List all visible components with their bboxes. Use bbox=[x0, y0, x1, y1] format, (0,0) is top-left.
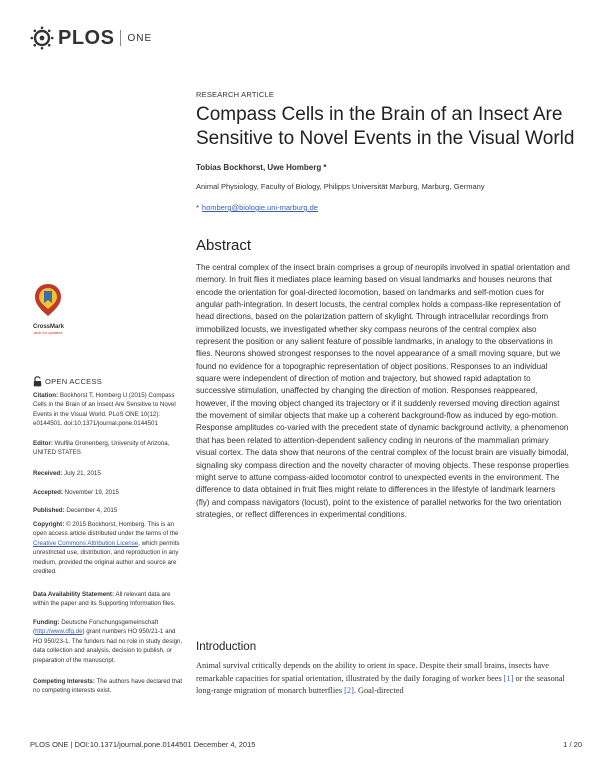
published-date: December 4, 2015 bbox=[66, 507, 118, 514]
email-marker: * bbox=[196, 203, 199, 212]
editor-block bbox=[33, 439, 183, 458]
citation-block bbox=[33, 391, 183, 429]
crossmark-sublabel: click for updates bbox=[33, 330, 63, 335]
article-title: Compass Cells in the Brain of an Insect Are Sensitive to Novel Events in the Visual World bbox=[196, 104, 575, 149]
published-label: Published: bbox=[33, 507, 65, 514]
abstract-text: The central complex of the insect brain comprises a group of neuropils involved in spatial orientation and memory. In fruit flies it mediates place learning based on visual landmarks and houses neurons that encode the orientation for goal-directed locomotion, based on landmarks and self-motion cues for angular path-integration. In desert locusts, the central complex holds a compass-like representation of head directions, based on the polarization pattern of skylight. Through intracellular recordings from immobilized locusts, we investigated whether sky compass neurons of the central complex also represent the position or any salient feature of possible landmarks, in analogy to the observations in flies. Neurons showed strongest responses to the novel appearance of a small moving square, but we found no evidence for a topographic representation of object positions. Responses to an individual square were independent of direction of motion and trajectory, but showed rapid adaptation to successive stimulation, unaffected by changing the direction of motion. Responses reappeared, however, if the moving object changed its trajectory or if it suddenly reversed moving direction against the movement of similar objects that make up a coherent background-flow as induced by ego-motion. Response amplitudes co-varied with the precedent state of dynamic background activity, a phenomenon that has been related to attention-dependent saliency coding in neurons of the mammalian primary visual cortex. The data show that neurons of the central complex of the locust brain are visually bimodal, signaling sky compass direction and the novelty character of moving objects. These response properties might serve to attune compass-aided locomotor control to unexpected events in the environment. The difference to data obtained in fruit flies might relate to differences in the lifestyle of landmark learners (fly) and compass navigators (locust), point to the existence of parallel networks for the two orientation strategies, or reflect differences in experimental conditions. bbox=[196, 263, 570, 519]
email-link[interactable]: homberg@biologie.uni-marburg.de bbox=[201, 203, 318, 212]
competing-interests-block bbox=[33, 677, 183, 696]
license-link[interactable]: Creative Commons Attribution License bbox=[33, 539, 139, 547]
funding-block bbox=[33, 618, 183, 665]
open-lock-icon bbox=[33, 376, 42, 387]
competing-interests-text: The authors have declared that no competing interests exist. bbox=[33, 678, 183, 695]
accepted-block bbox=[33, 488, 183, 497]
page-number: 1 / 20 bbox=[563, 740, 582, 749]
corresponding-email bbox=[196, 203, 318, 212]
reference-link[interactable]: [1] bbox=[503, 673, 514, 683]
data-availability-block bbox=[33, 590, 183, 609]
crossmark-badge[interactable] bbox=[33, 282, 63, 335]
data-availability-text: All relevant data are within the paper and its Supporting Information files. bbox=[33, 591, 176, 608]
accepted-label: Accepted: bbox=[33, 489, 63, 496]
open-access-badge bbox=[33, 376, 102, 387]
affiliation: Animal Physiology, Faculty of Biology, Philipps Universität Marburg, Marburg, Germany bbox=[196, 182, 485, 191]
reference-link[interactable]: [2] bbox=[344, 686, 354, 696]
citation-label: Citation: bbox=[33, 392, 59, 399]
logo-divider bbox=[120, 30, 121, 46]
intro-text-part: Animal survival critically depends on the ability to orient in space. Despite their small brains, insects have remarkable capacities for spatial orientation, illustrated by the daily foraging of worker bees bbox=[196, 661, 549, 683]
intro-text-part: . Goal-directed bbox=[353, 686, 404, 696]
intro-text-part: or the seasonal long-range migration of monarch butterflies bbox=[196, 673, 565, 696]
funding-text: Deutsche Forschungsgemeinschaft ( bbox=[33, 619, 159, 636]
funding-text: ) grant numbers HO 950/21-1 and HO 950/23-1. The funders had no role in study design, data collection and analysis, decision to publish, or preparation of the manuscript. bbox=[33, 628, 183, 664]
abstract-heading: Abstract bbox=[196, 237, 252, 254]
competing-interests-label: Competing Interests: bbox=[33, 678, 95, 685]
introduction-heading: Introduction bbox=[196, 641, 257, 653]
funder-link[interactable]: http://www.dfg.de bbox=[35, 628, 83, 636]
copyright-text: , which permits unrestricted use, distribution, and reproduction in any medium, provided the original author and source are credited. bbox=[33, 539, 180, 576]
crossmark-label: CrossMark bbox=[33, 324, 65, 330]
plos-logo-icon bbox=[30, 26, 54, 50]
open-access-label: OPEN ACCESS bbox=[45, 377, 103, 386]
copyright-text: © 2015 Bockhorst, Homberg. This is an open access article distributed under the terms of the bbox=[33, 521, 179, 538]
introduction-text bbox=[196, 660, 580, 698]
copyright-block bbox=[33, 520, 183, 576]
crossmark-icon bbox=[33, 282, 63, 318]
article-type: RESEARCH ARTICLE bbox=[196, 90, 275, 99]
accepted-date: November 19, 2015 bbox=[64, 489, 120, 496]
journal-name: PLOS bbox=[58, 26, 115, 49]
funding-label: Funding: bbox=[33, 619, 60, 626]
received-block bbox=[33, 469, 183, 478]
footer-citation: PLOS ONE | DOI:10.1371/journal.pone.0144501 December 4, 2015 bbox=[30, 740, 256, 749]
data-availability-label: Data Availability Statement: bbox=[33, 591, 115, 598]
journal-section: ONE bbox=[127, 32, 153, 44]
editor-label: Editor: bbox=[33, 440, 53, 447]
published-block bbox=[33, 506, 183, 515]
journal-logo[interactable] bbox=[30, 26, 152, 50]
copyright-label: Copyright: bbox=[33, 521, 65, 528]
author-list: Tobias Bockhorst, Uwe Homberg * bbox=[196, 163, 327, 172]
received-label: Received: bbox=[33, 470, 63, 477]
received-date: July 21, 2015 bbox=[63, 470, 101, 477]
citation-text: Bockhorst T, Homberg U (2015) Compass Cells in the Brain of an Insect Are Sensitive to Novel Events in the Visual World. PLoS ONE 10(12): e0144501. doi:10.1371/journal.pone.0144501 bbox=[33, 392, 176, 428]
editor-text: Wulfila Gronenberg, University of Arizona, UNITED STATES bbox=[33, 440, 170, 457]
